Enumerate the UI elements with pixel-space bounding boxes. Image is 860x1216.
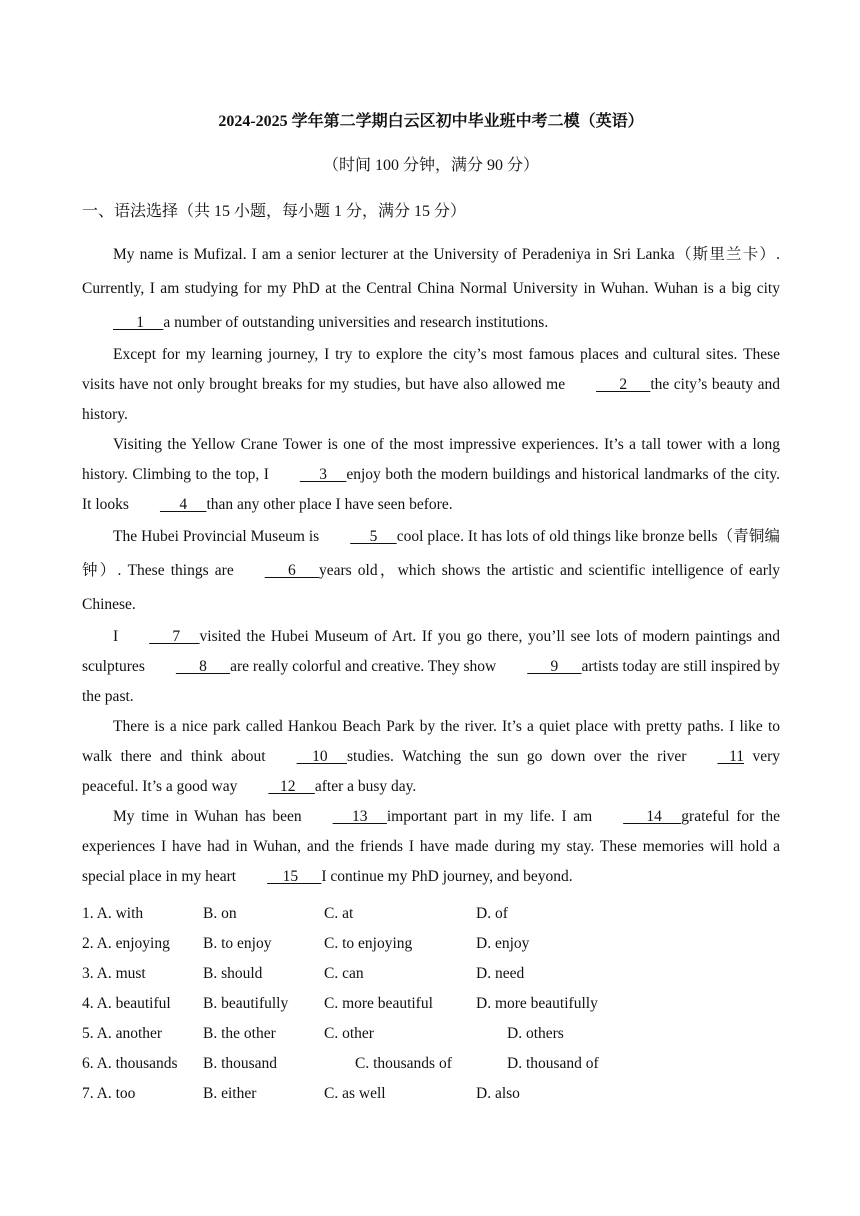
- option-d: D. of: [476, 905, 508, 922]
- option-c: C. can: [324, 965, 364, 982]
- option-row-5: [82, 1025, 780, 1055]
- blank-11: 11: [717, 748, 744, 765]
- exam-subtitle: （时间 100 分钟，满分 90 分）: [322, 157, 539, 174]
- option-a: 2. A. enjoying: [82, 935, 170, 952]
- passage-paragraph-5: I 7 visited the Hubei Museum of Art. If you go there, you’ll see lots of modern paintings and sculptures 8 are really colorful and creative. They show 9 artists today are still inspired by the past.: [82, 622, 780, 712]
- option-row-7: [82, 1085, 780, 1115]
- option-c: C. to enjoying: [324, 935, 413, 952]
- option-c: C. other: [324, 1025, 374, 1042]
- option-b: B. either: [203, 1085, 257, 1102]
- option-d: D. more beautifully: [476, 995, 598, 1012]
- option-c: C. as well: [324, 1085, 386, 1102]
- blank-6: 6: [264, 562, 319, 579]
- option-c: C. thousands of: [355, 1055, 452, 1072]
- option-row-4: [82, 995, 780, 1025]
- blank-3: 3: [299, 466, 347, 483]
- blank-14: 14: [623, 808, 682, 825]
- blank-2: 2: [596, 376, 651, 393]
- passage-paragraph-4: The Hubei Provincial Museum is 5 cool place. It has lots of old things like bronze bells（青铜编钟）. These things are 6 years old，which shows the artistic and scientific intelligence of early Chinese.: [82, 520, 780, 622]
- blank-5: 5: [350, 528, 397, 545]
- blank-10: 10: [296, 748, 347, 765]
- option-row-1: [82, 905, 780, 935]
- option-row-6: [82, 1055, 780, 1085]
- option-b: B. thousand: [203, 1055, 278, 1072]
- option-a: 1. A. with: [82, 905, 144, 922]
- passage-paragraph-6: There is a nice park called Hankou Beach Park by the river. It’s a quiet place with pretty paths. I like to walk there and think about 10 studies. Watching the sun go down over the river 11 very peaceful. It’s a good way 12 after a busy day.: [82, 712, 780, 802]
- blank-7: 7: [149, 628, 200, 645]
- option-a: 6. A. thousands: [82, 1055, 178, 1072]
- passage-paragraph-1: My name is Mufizal. I am a senior lecturer at the University of Peradeniya in Sri Lanka（斯里兰卡）. Currently, I am studying for my PhD at the Central China Normal University in Wuhan. Wuhan is a big city 1 a number of outstanding universities and research institutions.: [82, 238, 780, 340]
- option-d: D. enjoy: [476, 935, 530, 952]
- option-d: D. thousand of: [507, 1055, 599, 1072]
- passage: [82, 238, 780, 892]
- option-a: 4. A. beautiful: [82, 995, 171, 1012]
- option-c: C. more beautiful: [324, 995, 433, 1012]
- option-a: 7. A. too: [82, 1085, 136, 1102]
- blank-12: 12: [268, 778, 315, 795]
- exam-title: 2024-2025 学年第二学期白云区初中毕业班中考二模（英语）: [218, 113, 644, 130]
- blank-13: 13: [332, 808, 387, 825]
- option-row-3: [82, 965, 780, 995]
- option-d: D. also: [476, 1085, 520, 1102]
- option-row-2: [82, 935, 780, 965]
- blank-8: 8: [175, 658, 231, 675]
- passage-paragraph-2: Except for my learning journey, I try to explore the city’s most famous places and cultural sites. These visits have not only brought breaks for my studies, but have also allowed me 2 the city’s beauty and history.: [82, 346, 780, 423]
- passage-paragraph-3: Visiting the Yellow Crane Tower is one of the most impressive experiences. It’s a tall tower with a long history. Climbing to the top, I 3 enjoy both the modern buildings and historical landmarks of the city. It looks 4 than any other place I have seen before.: [82, 430, 780, 520]
- passage-paragraph-7: My time in Wuhan has been 13 important part in my life. I am 14 grateful for the experiences I have had in Wuhan, and the friends I have made during my stay. These memories will hold a special place in my heart 15 I continue my PhD journey, and beyond.: [82, 802, 780, 892]
- option-d: D. others: [507, 1025, 564, 1042]
- answer-options: [82, 905, 780, 1115]
- option-a: 5. A. another: [82, 1025, 163, 1042]
- option-d: D. need: [476, 965, 525, 982]
- option-b: B. should: [203, 965, 263, 982]
- blank-1: 1: [113, 314, 164, 331]
- blank-4: 4: [159, 496, 207, 513]
- section-heading: 一、语法选择（共 15 小题，每小题 1 分，满分 15 分）: [82, 203, 467, 220]
- option-b: B. beautifully: [203, 995, 289, 1012]
- option-a: 3. A. must: [82, 965, 146, 982]
- blank-9: 9: [527, 658, 582, 675]
- option-c: C. at: [324, 905, 354, 922]
- option-b: B. the other: [203, 1025, 276, 1042]
- option-b: B. on: [203, 905, 237, 922]
- blank-15: 15: [267, 868, 322, 885]
- option-b: B. to enjoy: [203, 935, 272, 952]
